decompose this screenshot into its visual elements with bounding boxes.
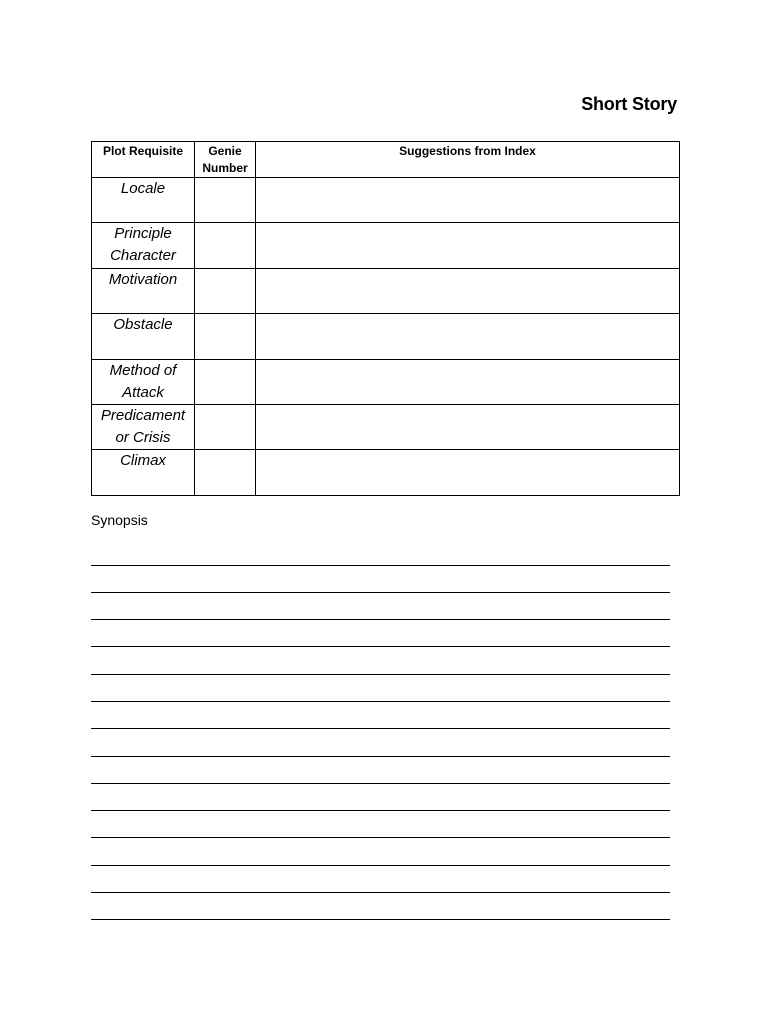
synopsis-line[interactable] [91,593,670,620]
suggestions-cell[interactable] [256,405,680,450]
suggestions-cell[interactable] [256,450,680,496]
synopsis-label: Synopsis [91,512,148,528]
genie-number-cell[interactable] [195,360,256,405]
genie-number-cell[interactable] [195,269,256,314]
requisite-method-of-attack-label: Method of Attack [109,362,177,401]
synopsis-line[interactable] [91,566,670,593]
table-row [92,178,680,223]
requisite-motivation: Motivation [92,269,195,314]
synopsis-line[interactable] [91,729,670,756]
suggestions-cell[interactable] [256,314,680,360]
requisite-principle-character-label: Principle Character [110,225,176,264]
header-suggestions-from-index: Suggestions from Index [256,142,680,178]
table-row [92,405,680,450]
suggestions-cell[interactable] [256,269,680,314]
requisite-method-of-attack [92,360,195,405]
synopsis-line[interactable] [91,866,670,893]
header-plot-requisite: Plot Requisite [92,142,195,178]
requisite-obstacle: Obstacle [92,314,195,360]
synopsis-line[interactable] [91,675,670,702]
synopsis-line[interactable] [91,838,670,865]
table-row [92,360,680,405]
requisite-locale: Locale [92,178,195,223]
table-row [92,450,680,496]
table-header-row [92,142,680,178]
requisite-predicament-or-crisis-label: Predicament or Crisis [100,407,186,446]
suggestions-cell[interactable] [256,360,680,405]
table-row [92,269,680,314]
suggestions-cell[interactable] [256,223,680,269]
genie-number-cell[interactable] [195,450,256,496]
requisite-predicament-or-crisis [92,405,195,450]
plot-requisite-table [91,141,680,496]
synopsis-line[interactable] [91,757,670,784]
genie-number-cell[interactable] [195,314,256,360]
header-genie-number [195,142,256,178]
synopsis-line[interactable] [91,620,670,647]
synopsis-line[interactable] [91,647,670,674]
genie-number-cell[interactable] [195,405,256,450]
genie-number-cell[interactable] [195,223,256,269]
requisite-climax: Climax [92,450,195,496]
table-row [92,223,680,269]
suggestions-cell[interactable] [256,178,680,223]
requisite-principle-character [92,223,195,269]
synopsis-line[interactable] [91,784,670,811]
synopsis-line[interactable] [91,702,670,729]
page-title: Short Story [581,94,677,114]
table-row [92,314,680,360]
synopsis-line[interactable] [91,811,670,838]
header-genie-number-label: Genie Number [202,144,248,175]
synopsis-writing-lines [91,564,670,920]
genie-number-cell[interactable] [195,178,256,223]
synopsis-line[interactable] [91,893,670,920]
